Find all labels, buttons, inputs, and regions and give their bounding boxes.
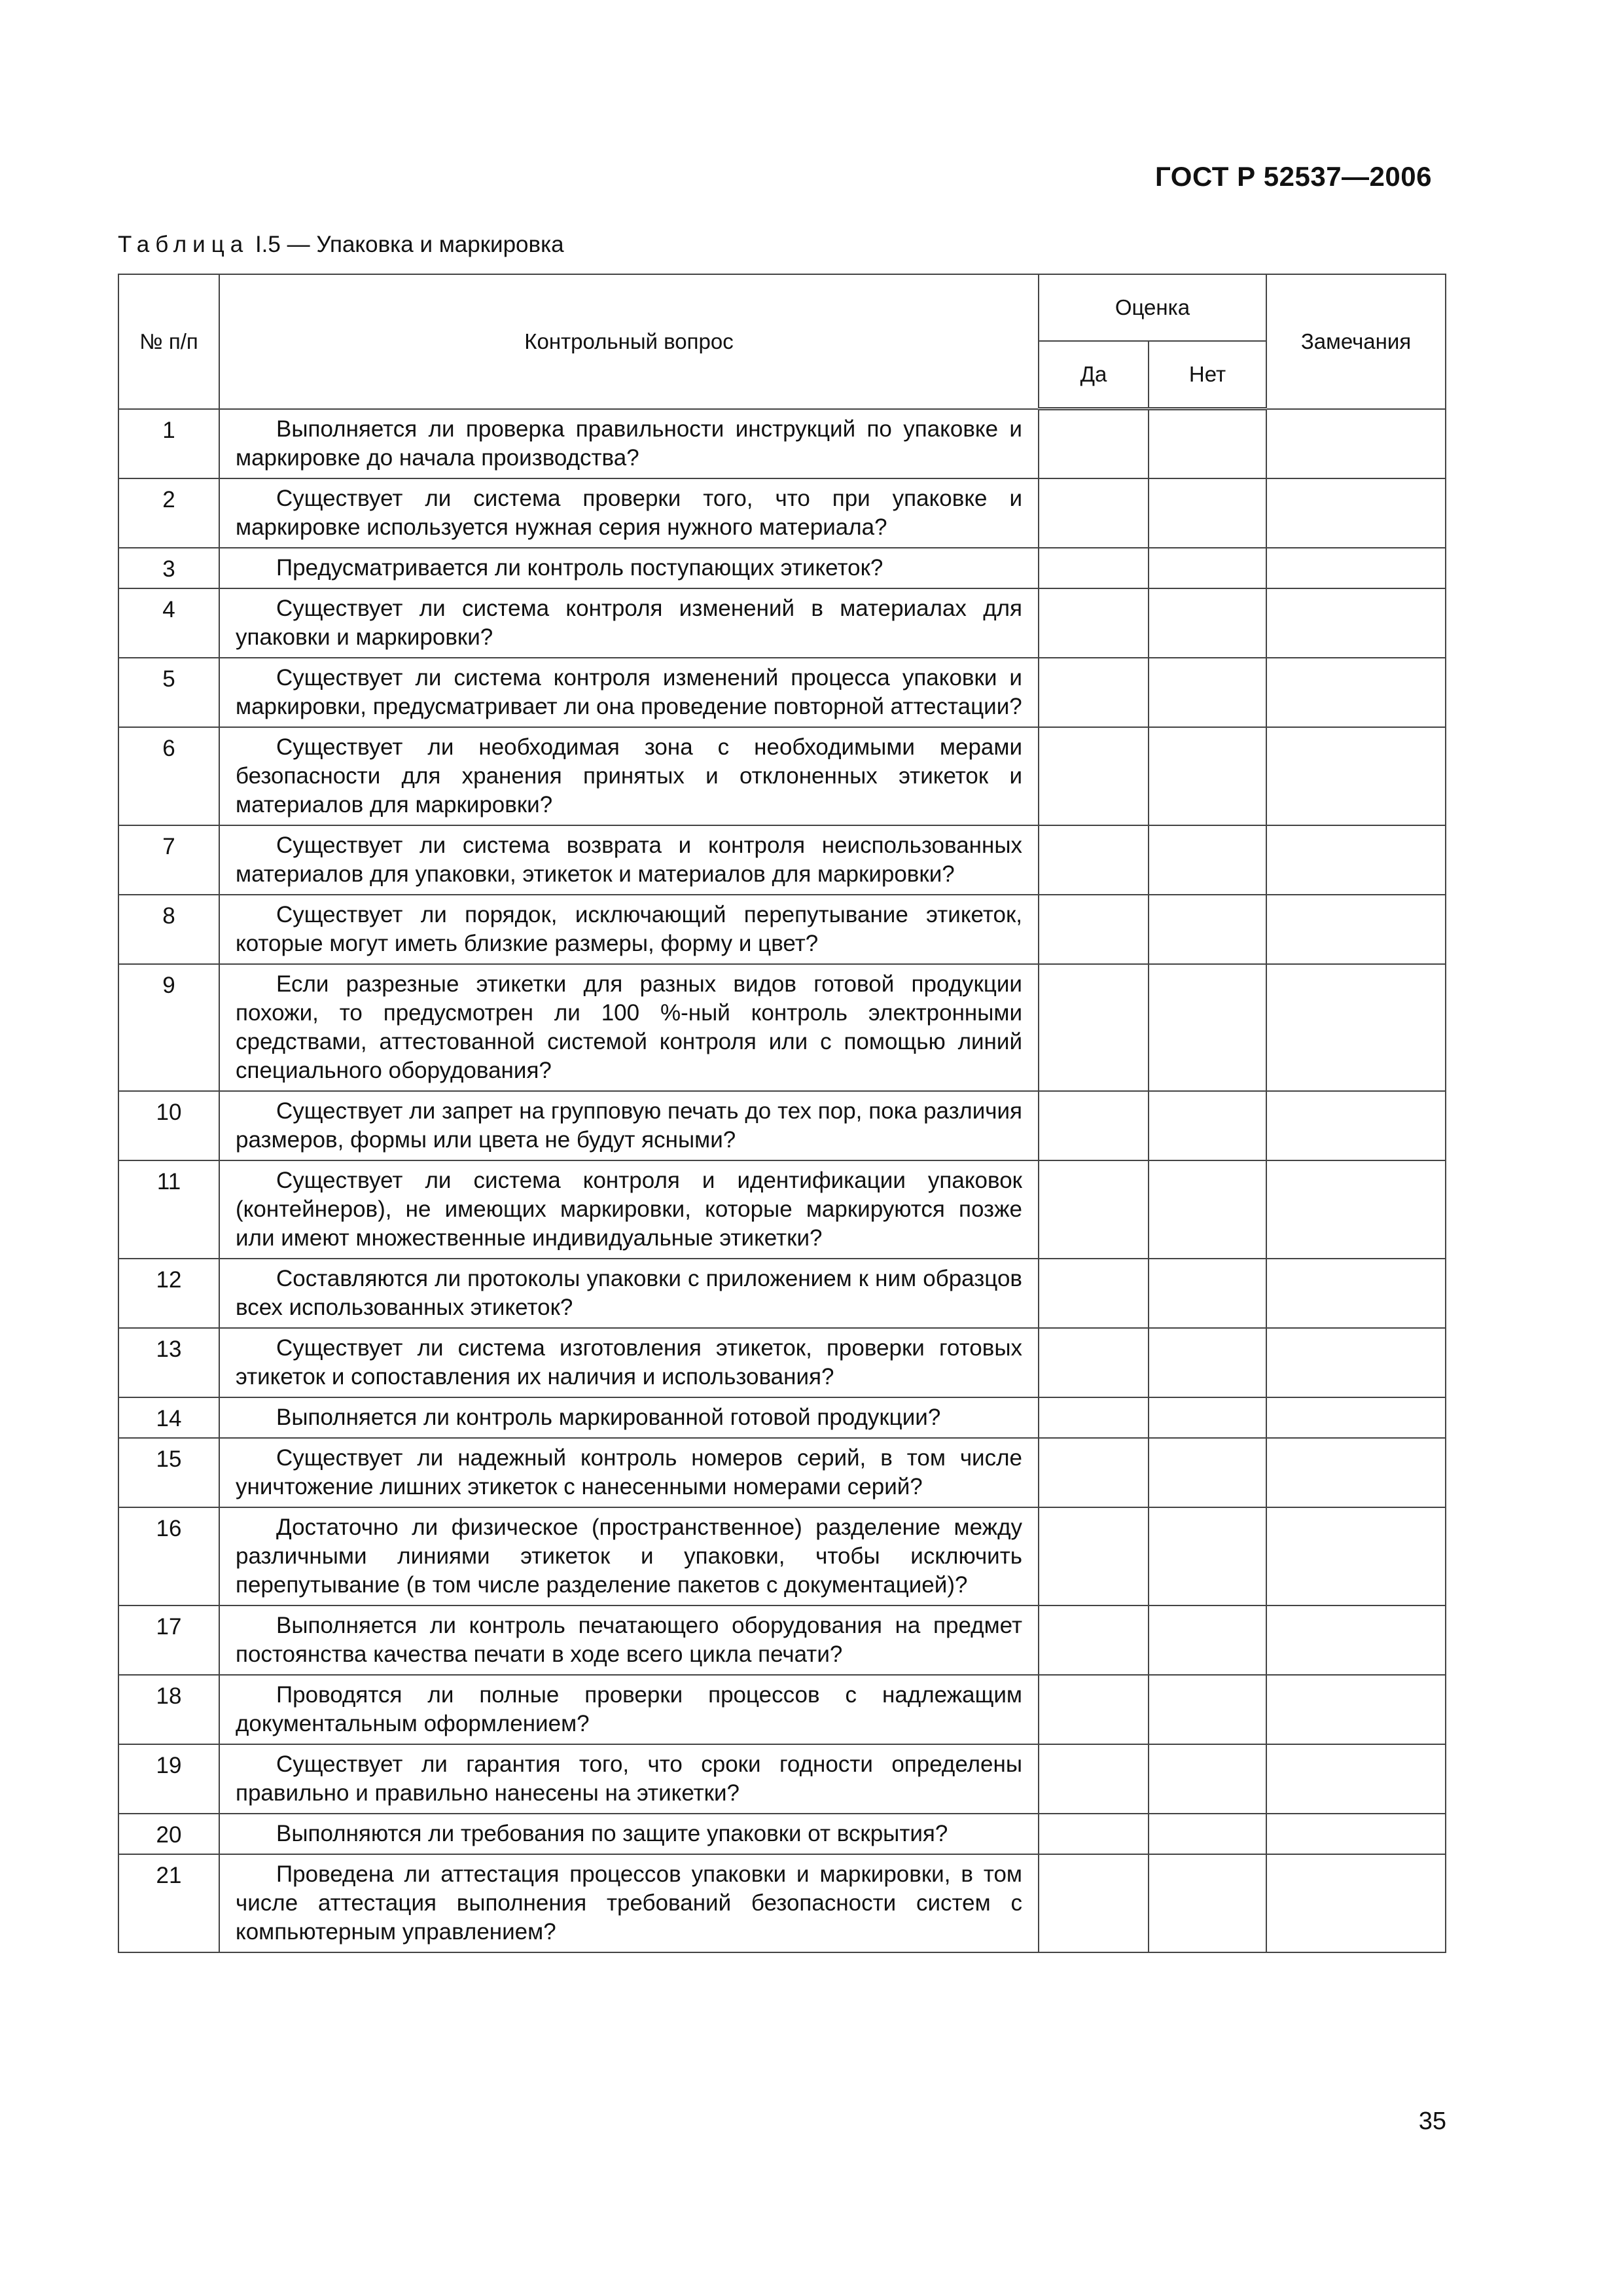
- row-yes-cell: [1039, 588, 1149, 658]
- table-row: [118, 1328, 1446, 1397]
- row-number: 10: [118, 1091, 219, 1160]
- row-no-cell: [1149, 548, 1266, 588]
- row-no-cell: [1149, 1814, 1266, 1854]
- row-no-cell: [1149, 825, 1266, 895]
- row-question-cell: [219, 588, 1039, 658]
- row-number: 4: [118, 588, 219, 658]
- row-remarks-cell: [1266, 1091, 1446, 1160]
- row-yes-cell: [1039, 825, 1149, 895]
- table-row: [118, 1814, 1446, 1854]
- row-question: Составляются ли протоколы упаковки с приложением к ним образцов всех использованных этикеток?: [236, 1265, 1022, 1320]
- row-question: Существует ли система возврата и контроля неиспользованных материалов для упаковки, этикеток и материалов для маркировки?: [236, 832, 1022, 887]
- row-remarks-cell: [1266, 1160, 1446, 1259]
- row-question: Существует ли система контроля изменений в материалах для упаковки и маркировки?: [236, 595, 1022, 650]
- row-question: Существует ли порядок, исключающий перепутывание этикеток, которые могут иметь близкие размеры, форму и цвет?: [236, 901, 1022, 956]
- row-yes-cell: [1039, 1438, 1149, 1507]
- row-question-cell: [219, 895, 1039, 964]
- row-yes-cell: [1039, 1605, 1149, 1675]
- row-question-cell: [219, 825, 1039, 895]
- row-number: 6: [118, 727, 219, 825]
- row-yes-cell: [1039, 1259, 1149, 1328]
- row-no-cell: [1149, 1854, 1266, 1952]
- row-remarks-cell: [1266, 895, 1446, 964]
- row-question: Достаточно ли физическое (пространственное) разделение между различными линиями этикеток и упаковки, чтобы исключить перепутывание (в том числе разделение пакетов с документацией)?: [236, 1514, 1022, 1598]
- header-number: № п/п: [118, 274, 219, 409]
- row-no-cell: [1149, 588, 1266, 658]
- row-no-cell: [1149, 409, 1266, 478]
- row-number: 16: [118, 1507, 219, 1605]
- row-number: 9: [118, 964, 219, 1091]
- table-row: [118, 658, 1446, 727]
- row-remarks-cell: [1266, 478, 1446, 548]
- row-no-cell: [1149, 1605, 1266, 1675]
- row-remarks-cell: [1266, 1854, 1446, 1952]
- row-question: Существует ли система изготовления этикеток, проверки готовых этикеток и сопоставления их наличия и использования?: [236, 1335, 1022, 1390]
- header-remarks: Замечания: [1266, 274, 1446, 409]
- row-number: 8: [118, 895, 219, 964]
- row-no-cell: [1149, 895, 1266, 964]
- page-number: 35: [1418, 2108, 1446, 2135]
- row-remarks-cell: [1266, 588, 1446, 658]
- row-remarks-cell: [1266, 1397, 1446, 1438]
- row-question-cell: [219, 548, 1039, 588]
- row-question: Если разрезные этикетки для разных видов готовой продукции похожи, то предусмотрен ли 100 %-ный контроль электронными средствами, аттестованной системой контроля или с помощью линий специального оборудования?: [236, 971, 1022, 1083]
- row-question-cell: [219, 1091, 1039, 1160]
- row-no-cell: [1149, 1438, 1266, 1507]
- row-question: Предусматривается ли контроль поступающих этикеток?: [276, 554, 883, 581]
- row-number: 5: [118, 658, 219, 727]
- header-rating: Оценка: [1039, 274, 1266, 341]
- row-question-cell: [219, 1160, 1039, 1259]
- table-row: [118, 1438, 1446, 1507]
- header-no: Нет: [1149, 341, 1266, 409]
- row-remarks-cell: [1266, 658, 1446, 727]
- row-question: Выполняется ли проверка правильности инструкций по упаковке и маркировке до начала производства?: [236, 416, 1022, 471]
- row-number: 2: [118, 478, 219, 548]
- table-row: [118, 1605, 1446, 1675]
- table-row: [118, 588, 1446, 658]
- row-number: 18: [118, 1675, 219, 1744]
- row-yes-cell: [1039, 1160, 1149, 1259]
- row-remarks-cell: [1266, 1605, 1446, 1675]
- header-yes: Да: [1039, 341, 1149, 409]
- row-question: Выполняется ли контроль маркированной готовой продукции?: [276, 1404, 941, 1430]
- row-yes-cell: [1039, 409, 1149, 478]
- row-question: Существует ли гарантия того, что сроки годности определены правильно и правильно нанесены на этикетки?: [236, 1751, 1022, 1806]
- row-no-cell: [1149, 1160, 1266, 1259]
- row-number: 21: [118, 1854, 219, 1952]
- row-question-cell: [219, 658, 1039, 727]
- row-question-cell: [219, 1328, 1039, 1397]
- table-row: [118, 478, 1446, 548]
- row-question-cell: [219, 409, 1039, 478]
- row-no-cell: [1149, 1675, 1266, 1744]
- row-yes-cell: [1039, 1328, 1149, 1397]
- row-question-cell: [219, 1438, 1039, 1507]
- table-row: [118, 1675, 1446, 1744]
- row-question-cell: [219, 1507, 1039, 1605]
- checklist-table: [118, 274, 1446, 1953]
- row-question: Проведена ли аттестация процессов упаковки и маркировки, в том числе аттестация выполнения требований безопасности систем с компьютерным управлением?: [236, 1861, 1022, 1945]
- row-number: 20: [118, 1814, 219, 1854]
- row-yes-cell: [1039, 658, 1149, 727]
- table-row: [118, 1397, 1446, 1438]
- row-remarks-cell: [1266, 1438, 1446, 1507]
- row-question-cell: [219, 1854, 1039, 1952]
- row-question: Существует ли запрет на групповую печать до тех пор, пока различия размеров, формы или цвета не будут ясными?: [236, 1098, 1022, 1153]
- row-no-cell: [1149, 964, 1266, 1091]
- table-row: [118, 548, 1446, 588]
- row-remarks-cell: [1266, 964, 1446, 1091]
- row-question-cell: [219, 727, 1039, 825]
- table-row: [118, 825, 1446, 895]
- row-question-cell: [219, 1675, 1039, 1744]
- row-yes-cell: [1039, 1814, 1149, 1854]
- row-no-cell: [1149, 478, 1266, 548]
- row-no-cell: [1149, 1397, 1266, 1438]
- row-no-cell: [1149, 1259, 1266, 1328]
- row-remarks-cell: [1266, 1507, 1446, 1605]
- row-remarks-cell: [1266, 1328, 1446, 1397]
- row-question-cell: [219, 964, 1039, 1091]
- row-yes-cell: [1039, 1091, 1149, 1160]
- row-question-cell: [219, 1814, 1039, 1854]
- row-question-cell: [219, 1744, 1039, 1814]
- table-row: [118, 727, 1446, 825]
- row-remarks-cell: [1266, 1744, 1446, 1814]
- row-yes-cell: [1039, 478, 1149, 548]
- row-yes-cell: [1039, 1854, 1149, 1952]
- table-row: [118, 964, 1446, 1091]
- row-number: 14: [118, 1397, 219, 1438]
- table-caption-title: — Упаковка и маркировка: [280, 232, 564, 257]
- table-caption-number: I.5: [249, 232, 281, 257]
- table-caption-prefix: Таблица: [118, 232, 249, 257]
- row-no-cell: [1149, 1744, 1266, 1814]
- table-row: [118, 1854, 1446, 1952]
- row-yes-cell: [1039, 1507, 1149, 1605]
- header-question: Контрольный вопрос: [219, 274, 1039, 409]
- table-row: [118, 1091, 1446, 1160]
- row-yes-cell: [1039, 1744, 1149, 1814]
- row-no-cell: [1149, 658, 1266, 727]
- row-yes-cell: [1039, 548, 1149, 588]
- row-number: 1: [118, 409, 219, 478]
- row-question-cell: [219, 1397, 1039, 1438]
- row-no-cell: [1149, 1328, 1266, 1397]
- table-row: [118, 895, 1446, 964]
- row-question: Существует ли система контроля изменений процесса упаковки и маркировки, предусматривает ли она проведение повторной аттестации?: [236, 664, 1022, 719]
- table-row: [118, 409, 1446, 478]
- row-question: Существует ли необходимая зона с необходимыми мерами безопасности для хранения принятых и отклоненных этикеток и материалов для маркировки?: [236, 734, 1022, 817]
- table-row: [118, 1744, 1446, 1814]
- row-remarks-cell: [1266, 548, 1446, 588]
- row-question: Выполняются ли требования по защите упаковки от вскрытия?: [276, 1820, 948, 1846]
- row-number: 7: [118, 825, 219, 895]
- row-yes-cell: [1039, 964, 1149, 1091]
- row-remarks-cell: [1266, 825, 1446, 895]
- row-question-cell: [219, 1605, 1039, 1675]
- row-question: Выполняется ли контроль печатающего оборудования на предмет постоянства качества печати в ходе всего цикла печати?: [236, 1612, 1022, 1667]
- table-row: [118, 1160, 1446, 1259]
- row-remarks-cell: [1266, 727, 1446, 825]
- row-no-cell: [1149, 727, 1266, 825]
- row-yes-cell: [1039, 895, 1149, 964]
- row-question: Существует ли система контроля и идентификации упаковок (контейнеров), не имеющих маркировки, которые маркируются позже или имеют множественные индивидуальные этикетки?: [236, 1167, 1022, 1251]
- row-remarks-cell: [1266, 1259, 1446, 1328]
- table-row: [118, 1259, 1446, 1328]
- row-number: 13: [118, 1328, 219, 1397]
- row-number: 19: [118, 1744, 219, 1814]
- row-question: Проводятся ли полные проверки процессов с надлежащим документальным оформлением?: [236, 1681, 1022, 1736]
- table-row: [118, 1507, 1446, 1605]
- row-question: Существует ли надежный контроль номеров серий, в том числе уничтожение лишних этикеток с нанесенными номерами серий?: [236, 1444, 1022, 1499]
- row-no-cell: [1149, 1507, 1266, 1605]
- row-remarks-cell: [1266, 409, 1446, 478]
- row-number: 17: [118, 1605, 219, 1675]
- row-question: Существует ли система проверки того, что при упаковке и маркировке используется нужная серия нужного материала?: [236, 485, 1022, 540]
- row-yes-cell: [1039, 727, 1149, 825]
- table-caption: [118, 232, 564, 258]
- row-yes-cell: [1039, 1397, 1149, 1438]
- row-remarks-cell: [1266, 1675, 1446, 1744]
- row-number: 11: [118, 1160, 219, 1259]
- document-code: ГОСТ Р 52537—2006: [1155, 161, 1432, 192]
- row-number: 3: [118, 548, 219, 588]
- row-number: 15: [118, 1438, 219, 1507]
- row-question-cell: [219, 1259, 1039, 1328]
- row-no-cell: [1149, 1091, 1266, 1160]
- row-yes-cell: [1039, 1675, 1149, 1744]
- row-question-cell: [219, 478, 1039, 548]
- row-number: 12: [118, 1259, 219, 1328]
- row-remarks-cell: [1266, 1814, 1446, 1854]
